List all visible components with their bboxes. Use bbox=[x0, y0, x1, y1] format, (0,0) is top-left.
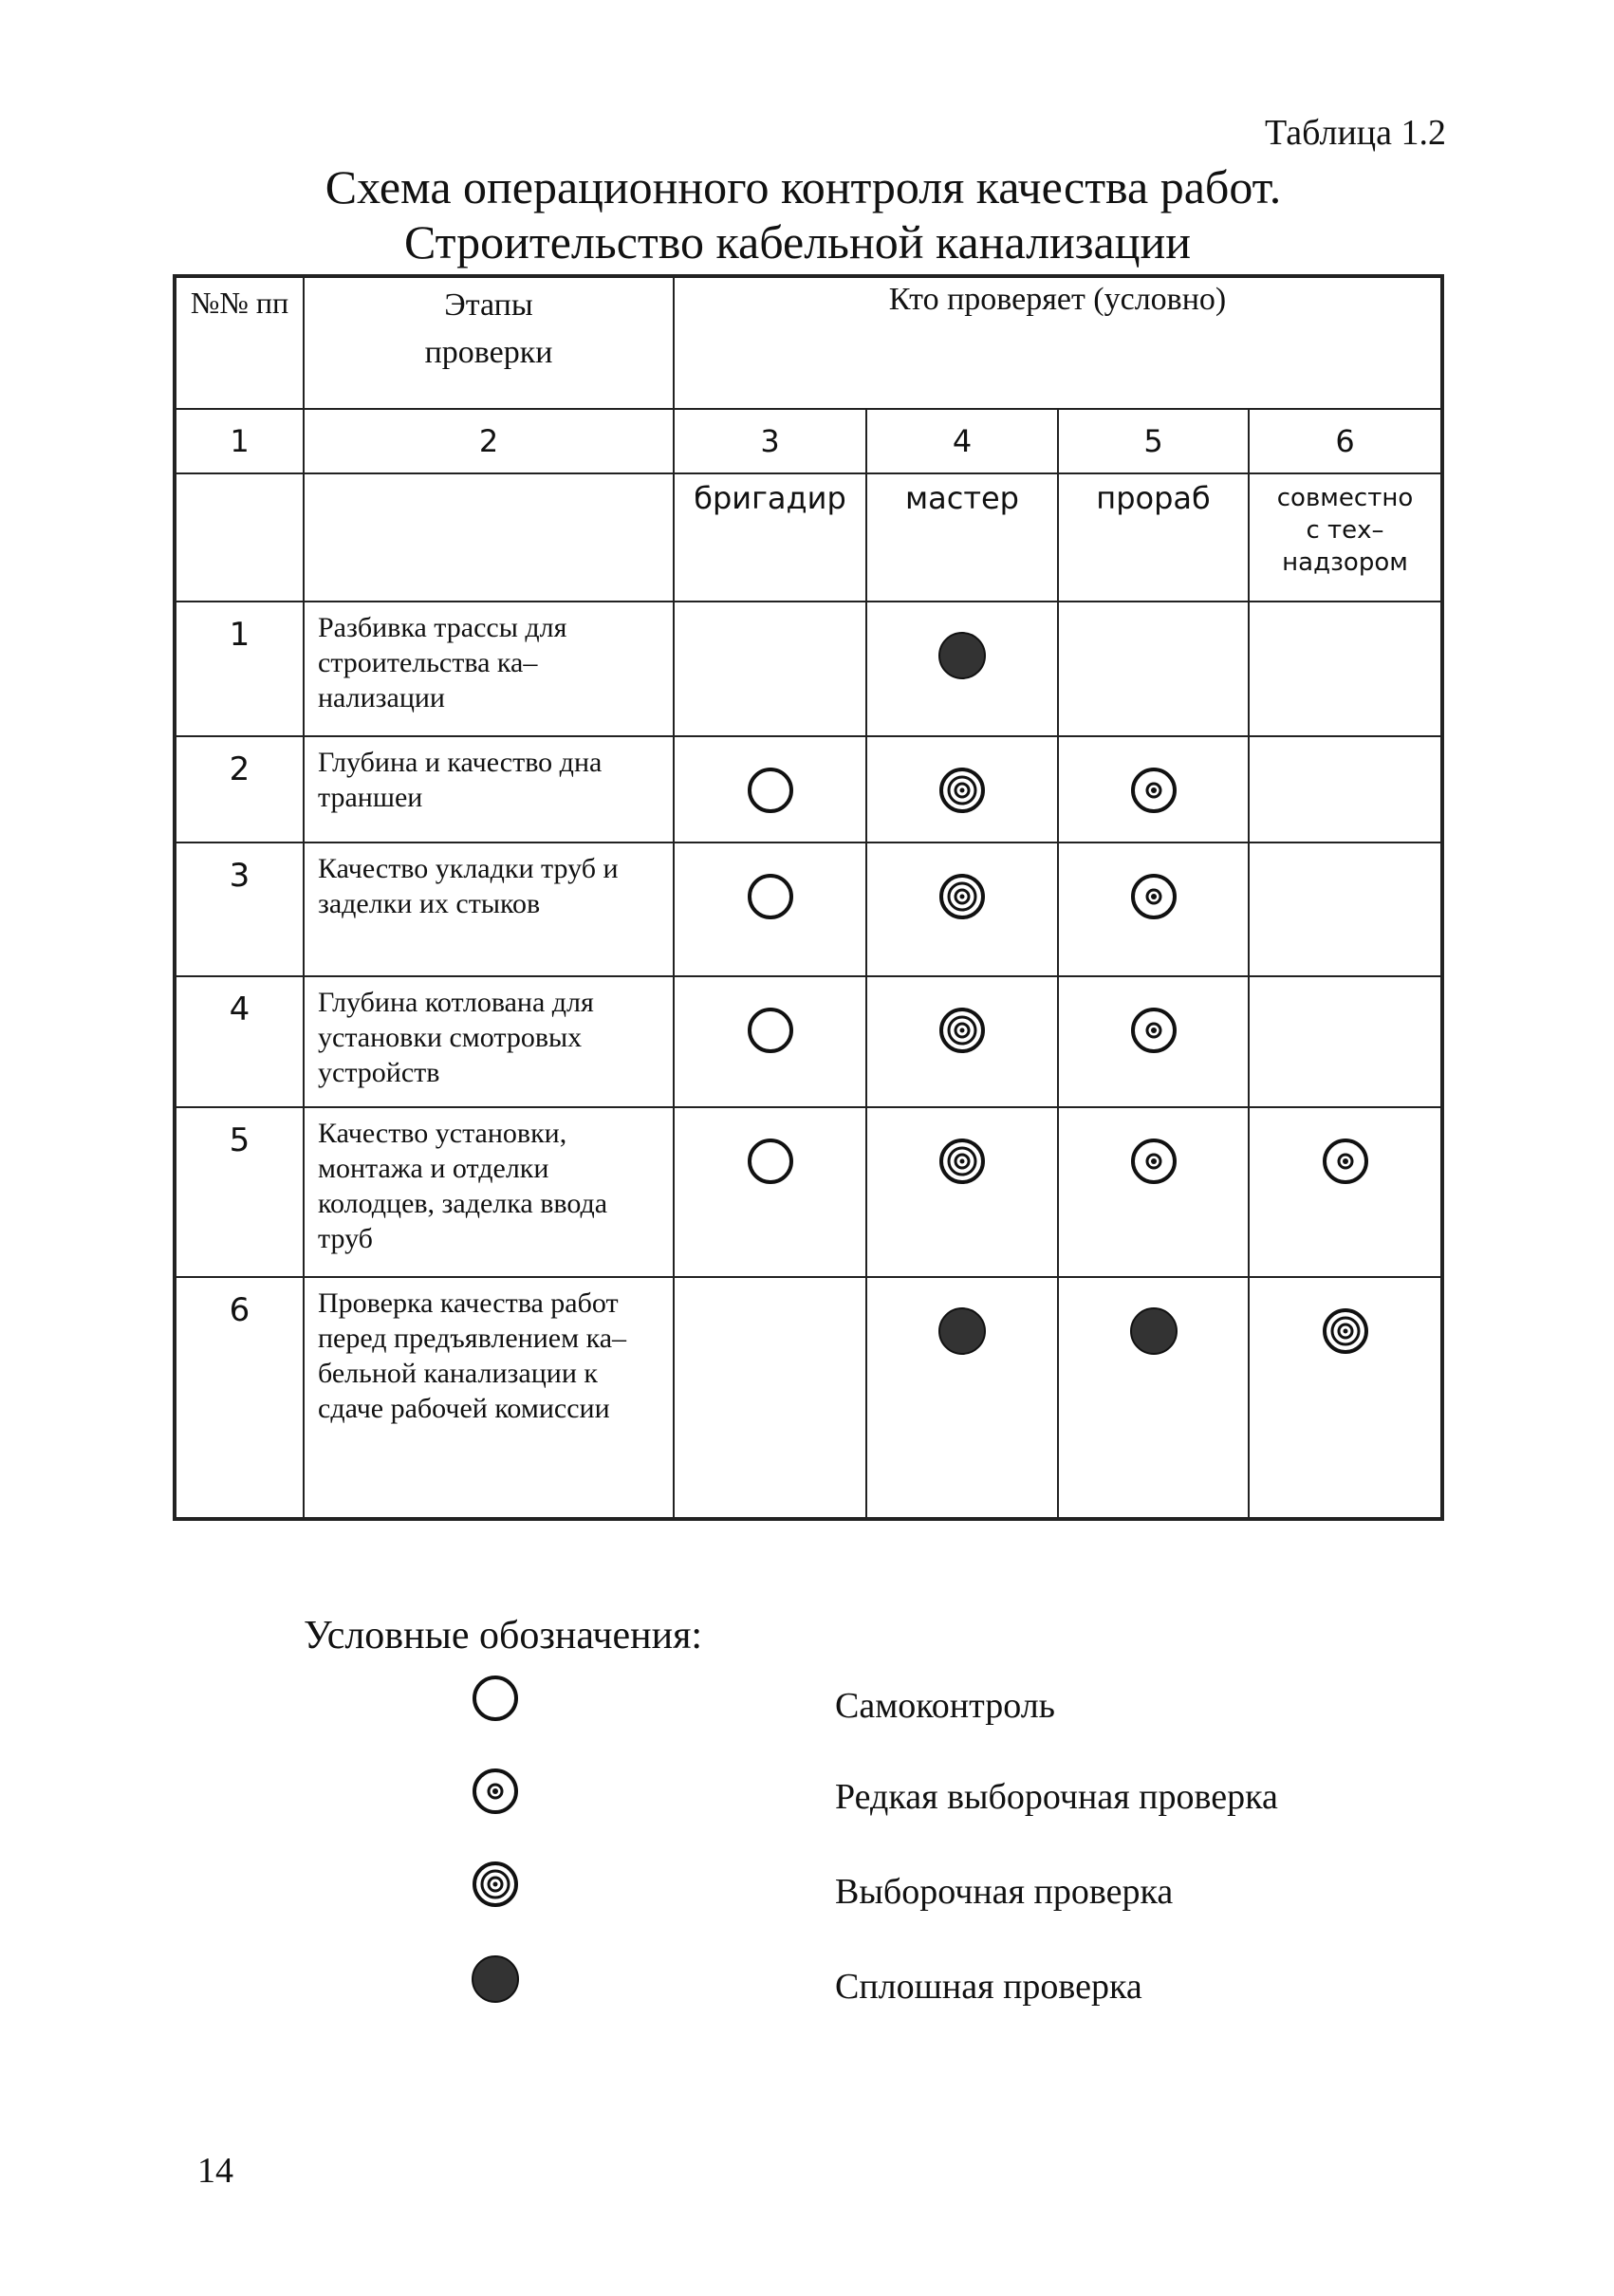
table-row bbox=[175, 1107, 1442, 1277]
rare-sample-icon bbox=[1125, 1133, 1182, 1194]
legend-label: Самоконтроль bbox=[835, 1686, 1055, 1726]
row-number: 6 bbox=[175, 1277, 304, 1519]
header-stage-text: Этапы проверки bbox=[424, 287, 553, 370]
column-number: 3 bbox=[674, 409, 866, 473]
rare-sample-icon bbox=[467, 1763, 524, 1824]
role-site-manager: прораб bbox=[1058, 473, 1249, 602]
row-number: 3 bbox=[175, 842, 304, 975]
header-row bbox=[175, 276, 1442, 409]
row-number: 5 bbox=[175, 1107, 304, 1277]
row-number: 2 bbox=[175, 736, 304, 842]
sample-check-icon bbox=[934, 1002, 991, 1063]
stage-text: Проверка качества работ перед предъявлением ка– бельной канализации к сдаче рабочей комиссии bbox=[304, 1277, 674, 1519]
rare-sample-icon bbox=[1125, 762, 1182, 823]
sample-check-icon bbox=[1317, 1303, 1374, 1363]
stage-text: Глубина и качество дна траншеи bbox=[304, 736, 674, 842]
mark-cell bbox=[674, 842, 866, 975]
mark-cell bbox=[866, 842, 1058, 975]
table-row bbox=[175, 1277, 1442, 1519]
role-foreman: бригадир bbox=[674, 473, 866, 602]
sample-check-icon bbox=[934, 1133, 991, 1194]
table-row bbox=[175, 976, 1442, 1107]
mark-cell bbox=[866, 602, 1058, 736]
mark-cell bbox=[866, 1277, 1058, 1519]
self-control-icon bbox=[742, 1133, 799, 1194]
role-joint-supervision-text: совместно с тех– надзором bbox=[1276, 484, 1414, 578]
row-number: 1 bbox=[175, 602, 304, 736]
sample-check-icon bbox=[934, 868, 991, 929]
mark-cell bbox=[1249, 1107, 1442, 1277]
page-title-line1: Схема операционного контроля качества работ. bbox=[325, 160, 1282, 213]
mark-cell bbox=[674, 1107, 866, 1277]
role-empty-cell bbox=[175, 473, 304, 602]
full-check-icon bbox=[1125, 1303, 1182, 1363]
stage-text: Глубина котлована для установки смотровых устройств bbox=[304, 976, 674, 1107]
mark-cell bbox=[674, 1277, 866, 1519]
legend-title: Условные обозначения: bbox=[304, 1614, 703, 1657]
column-number: 2 bbox=[304, 409, 674, 473]
self-control-icon bbox=[742, 868, 799, 929]
full-check-icon bbox=[934, 627, 991, 688]
full-check-icon bbox=[934, 1303, 991, 1363]
stage-text: Качество укладки труб и заделки их стыков bbox=[304, 842, 674, 975]
full-check-icon bbox=[467, 1951, 524, 2012]
mark-cell bbox=[1058, 1107, 1249, 1277]
mark-cell bbox=[674, 736, 866, 842]
mark-cell bbox=[674, 602, 866, 736]
mark-cell bbox=[674, 976, 866, 1107]
mark-cell bbox=[1249, 976, 1442, 1107]
mark-cell bbox=[1058, 1277, 1249, 1519]
role-master: мастер bbox=[866, 473, 1058, 602]
table-row bbox=[175, 736, 1442, 842]
column-number: 6 bbox=[1249, 409, 1442, 473]
table-row bbox=[175, 842, 1442, 975]
rare-sample-icon bbox=[1125, 1002, 1182, 1063]
sample-check-icon bbox=[467, 1856, 524, 1917]
sample-check-icon bbox=[934, 762, 991, 823]
legend-item-sample bbox=[0, 1856, 1614, 1922]
role-joint-supervision bbox=[1249, 473, 1442, 602]
header-who: Кто проверяет (условно) bbox=[674, 276, 1442, 409]
mark-cell bbox=[1249, 842, 1442, 975]
column-number: 4 bbox=[866, 409, 1058, 473]
table-label: Таблица 1.2 bbox=[1264, 113, 1446, 153]
legend-item-full-check bbox=[0, 1951, 1614, 2017]
header-num: №№ пп bbox=[175, 276, 304, 409]
stage-text: Разбивка трассы для строительства ка– нализации bbox=[304, 602, 674, 736]
legend-label: Редкая выборочная проверка bbox=[835, 1777, 1278, 1817]
mark-cell bbox=[1058, 842, 1249, 975]
mark-cell bbox=[1058, 602, 1249, 736]
rare-sample-icon bbox=[1125, 868, 1182, 929]
legend-label: Сплошная проверка bbox=[835, 1967, 1142, 2007]
self-control-icon bbox=[742, 762, 799, 823]
column-number: 1 bbox=[175, 409, 304, 473]
control-table bbox=[173, 274, 1444, 1521]
self-control-icon bbox=[742, 1002, 799, 1063]
page-title-line2: Строительство кабельной канализации bbox=[403, 215, 1192, 268]
mark-cell bbox=[1249, 602, 1442, 736]
mark-cell bbox=[1058, 736, 1249, 842]
role-row bbox=[175, 473, 1442, 602]
header-stage bbox=[304, 276, 674, 409]
mark-cell bbox=[866, 736, 1058, 842]
legend-label: Выборочная проверка bbox=[835, 1872, 1174, 1912]
role-empty-cell bbox=[304, 473, 674, 602]
mark-cell bbox=[866, 1107, 1058, 1277]
mark-cell bbox=[866, 976, 1058, 1107]
row-number: 4 bbox=[175, 976, 304, 1107]
rare-sample-icon bbox=[1317, 1133, 1374, 1194]
legend-item-self-control bbox=[0, 1670, 1614, 1736]
mark-cell bbox=[1249, 736, 1442, 842]
mark-cell bbox=[1249, 1277, 1442, 1519]
stage-text: Качество установки, монтажа и отделки колодцев, заделка ввода труб bbox=[304, 1107, 674, 1277]
legend-item-rare-sample bbox=[0, 1763, 1614, 1829]
column-number: 5 bbox=[1058, 409, 1249, 473]
mark-cell bbox=[1058, 976, 1249, 1107]
column-number-row bbox=[175, 409, 1442, 473]
self-control-icon bbox=[467, 1670, 524, 1731]
table-row bbox=[175, 602, 1442, 736]
page-number: 14 bbox=[197, 2151, 233, 2191]
